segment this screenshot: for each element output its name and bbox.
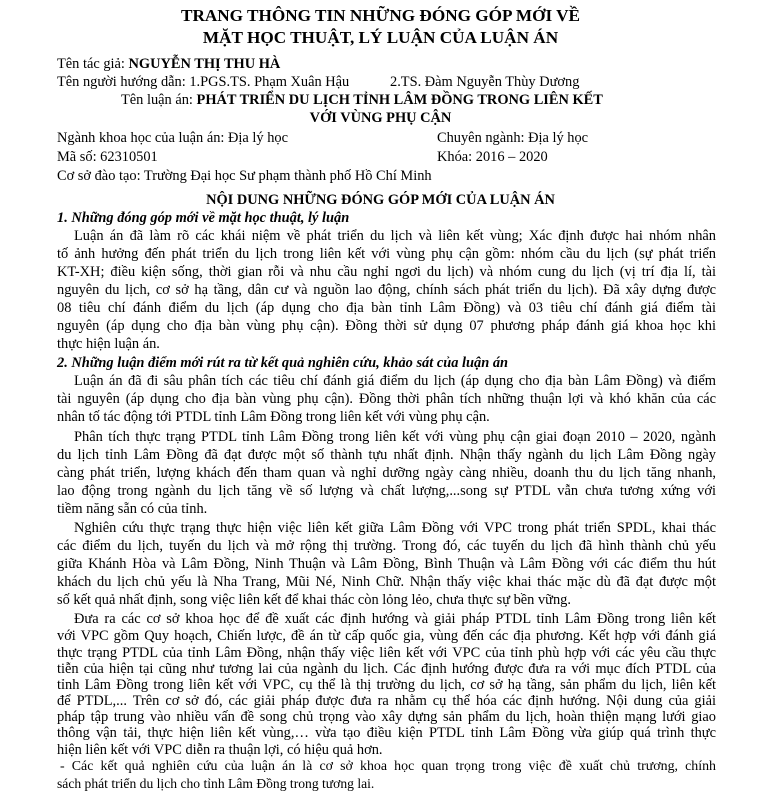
paragraph-3-line: số kết quả nhất định, song việc liên kết để khai thác còn lỏng lẻo, chưa thực sự bền vững. [57,592,571,608]
section-1-line: Luận án đã làm rõ các khái niệm về phát triển du lịch và liên kết vùng; Xác định được hai nhóm nhân [74,228,716,244]
advisor-2: 2.TS. Đàm Nguyễn Thùy Dương [390,74,580,90]
paragraph-3-line: giữa Khánh Hòa và Lâm Đồng, Ninh Thuận và Lâm Đồng, Bình Thuận và Lâm Đồng với các điểm thu hút [57,556,716,572]
course: Khóa: 2016 – 2020 [437,149,548,165]
page-title-line-1: TRANG THÔNG TIN NHỮNG ĐÓNG GÓP MỚI VỀ [180,6,580,25]
author-label: Tên tác giả: [57,56,129,72]
section-1-line: nguyên (áp dụng cho địa bàn vùng phụ cận). Đồng thời sử dụng 07 phương pháp đánh giá khoa học khi [57,318,716,334]
field-of-science: Ngành khoa học của luận án: Địa lý học [57,130,288,146]
paragraph-2-line: du lịch tỉnh Lâm Đồng đã đạt được một số thành tựu nhất định. Nhận thấy ngành du lịch Lâm Đồng ngày [57,447,716,463]
section-1-heading: 1. Những đóng góp mới về mặt học thuật, lý luận [57,210,350,226]
section-2-heading: 2. Những luận điểm mới rút ra từ kết quả nghiên cứu, khảo sát của luận án [57,355,509,371]
author-row [57,56,280,73]
paragraph-1-line: nhân tố tác động tới PTDL tỉnh Lâm Đồng trong liên kết với vùng phụ cận. [57,409,490,425]
paragraph-4-line: với VPC gồm Quy hoạch, Chiến lược, đề án từ cấp quốc gia, vùng đến các địa phương. Kết hợp với đánh giá [57,628,716,644]
advisor-label: Tên người hướng dẫn: [57,74,190,90]
paragraph-4-line: tỉnh Lâm Đồng trong liên kết với VPC, cụ thể là thị trường du lịch, cơ sở hạ tầng, sản phẩm du lịch, liên kết [57,677,716,693]
paragraph-4-line: Đưa ra các cơ sở khoa học để đề xuất các định hướng và giải pháp PTDL tỉnh Lâm Đồng trong liên kết [74,611,716,627]
author-name: NGUYỄN THỊ THU HÀ [128,56,281,72]
paragraph-3-line: các điểm du lịch, tuyến du lịch và mở rộng thị trường. Trong đó, các tuyến du lịch đã hình thành chủ yếu [57,538,716,554]
section-1-line: 08 tiêu chí đánh điểm du lịch (áp dụng cho địa bàn tỉnh Lâm Đồng) và 03 tiêu chí đánh giá điểm tài [57,300,716,316]
paragraph-4-line: thực trạng PTDL của tỉnh Lâm Đồng, nhận thấy việc liên kết với VPC của tỉnh phù hợp với các yêu cầu thực [57,645,716,661]
paragraph-2-line: tiềm năng sẵn có của tỉnh. [57,501,208,517]
advisor-1: 1.PGS.TS. Phạm Xuân Hậu [189,74,350,90]
paragraph-4-line: hiện liên kết với VPC diễn ra thuận lợi, có hiệu quả hơn. [57,742,383,758]
specialty: Chuyên ngành: Địa lý học [437,130,589,146]
paragraph-3-line: Nghiên cứu thực trạng thực hiện việc liên kết giữa Lâm Đồng với VPC trong phát triển SPDL, khai thác [74,520,716,536]
paragraph-4-line: thông vận tải, thực hiện liên kết vùng,… vừa tạo điều kiện PTDL tỉnh Lâm Đồng vừa giúp quá trình thực [57,725,716,741]
content-heading: NỘI DUNG NHỮNG ĐÓNG GÓP MỚI CỦA LUẬN ÁN [206,192,555,208]
paragraph-5-line: sách phát triển du lịch cho tỉnh Lâm Đồng trong tương lai. [57,776,375,791]
thesis-title-line-2: VỚI VÙNG PHỤ CẬN [309,110,452,126]
section-1-line: nguyên du lịch, cơ sở hạ tầng, dân cư và nguồn lao động, chính sách phát triển du lịch). Đã xây dựng được [57,282,716,298]
thesis-label: Tên luận án: [121,92,197,108]
paragraph-4-line: để PTDL,... Trên cơ sở đó, các giải pháp được đưa ra nhằm cụ thể hóa các định hướng. Nội dung của giải [57,693,716,709]
paragraph-1-line: Luận án đã đi sâu phân tích các tiêu chí đánh giá điểm du lịch (áp dụng cho địa bàn Lâm Đồng) và điểm [74,373,716,389]
advisor-row [57,74,349,91]
section-1-line: tố ảnh hưởng đến phát triển du lịch trong liên kết với vùng phụ cận gồm: nhóm cầu du lịch (sự phát triển [57,246,716,262]
paragraph-5-line: - Các kết quả nghiên cứu của luận án là cơ sở khoa học quan trọng trong việc đề xuất chủ trương, chính [60,759,716,774]
paragraph-4-line: tiễn của hiện tại cũng như tương lai của ngành du lịch. Các định hướng được đưa ra với mục đích PTDL của [57,661,716,677]
code: Mã số: 62310501 [57,149,158,165]
page-title-line-2: MẶT HỌC THUẬT, LÝ LUẬN CỦA LUẬN ÁN [202,28,559,47]
paragraph-4-line: pháp tập trung vào nhiều vấn đề song chủ trọng vào xây dựng sản phẩm du lịch, hoàn thiện mạng lưới giao [57,709,716,725]
paragraph-3-line: khách du lịch chủ yếu là Nha Trang, Mũi Né, Ninh Chữ. Nhận thấy việc khai thác mặc dù đã đạt được một [57,574,716,590]
thesis-title-line-1: PHÁT TRIỂN DU LỊCH TỈNH LÂM ĐỒNG TRONG LIÊN KẾT [196,92,603,108]
section-1-line: thực hiện luận án. [57,336,160,352]
section-1-line: KT-XH; điều kiện sống, thời gian rỗi và nhu cầu nghỉ ngơi du lịch) và nhóm cung du lịch (vị trí địa lí, tài [57,264,716,280]
paragraph-2-line: Phân tích thực trạng PTDL tỉnh Lâm Đồng trong liên kết với vùng phụ cận giai đoạn 2010 – 2020, ngành [74,429,716,445]
paragraph-2-line: càng phát triển, lượng khách đến tham quan và nghỉ dưỡng ngày càng nhiều, doanh thu du lịch tăng nhanh, [57,465,716,481]
paragraph-1-line: tài nguyên (áp dụng cho địa bàn vùng phụ cận). Đồng thời phân tích những thuận lợi và khó khăn của các [57,391,716,407]
institution: Cơ sở đào tạo: Trường Đại học Sư phạm thành phố Hồ Chí Minh [57,168,432,184]
paragraph-2-line: lao động trong ngành du lịch tăng về số lượng và chất lượng,...song sự PTDL vẫn chưa tương xứng với [57,483,716,499]
thesis-row [121,92,603,109]
